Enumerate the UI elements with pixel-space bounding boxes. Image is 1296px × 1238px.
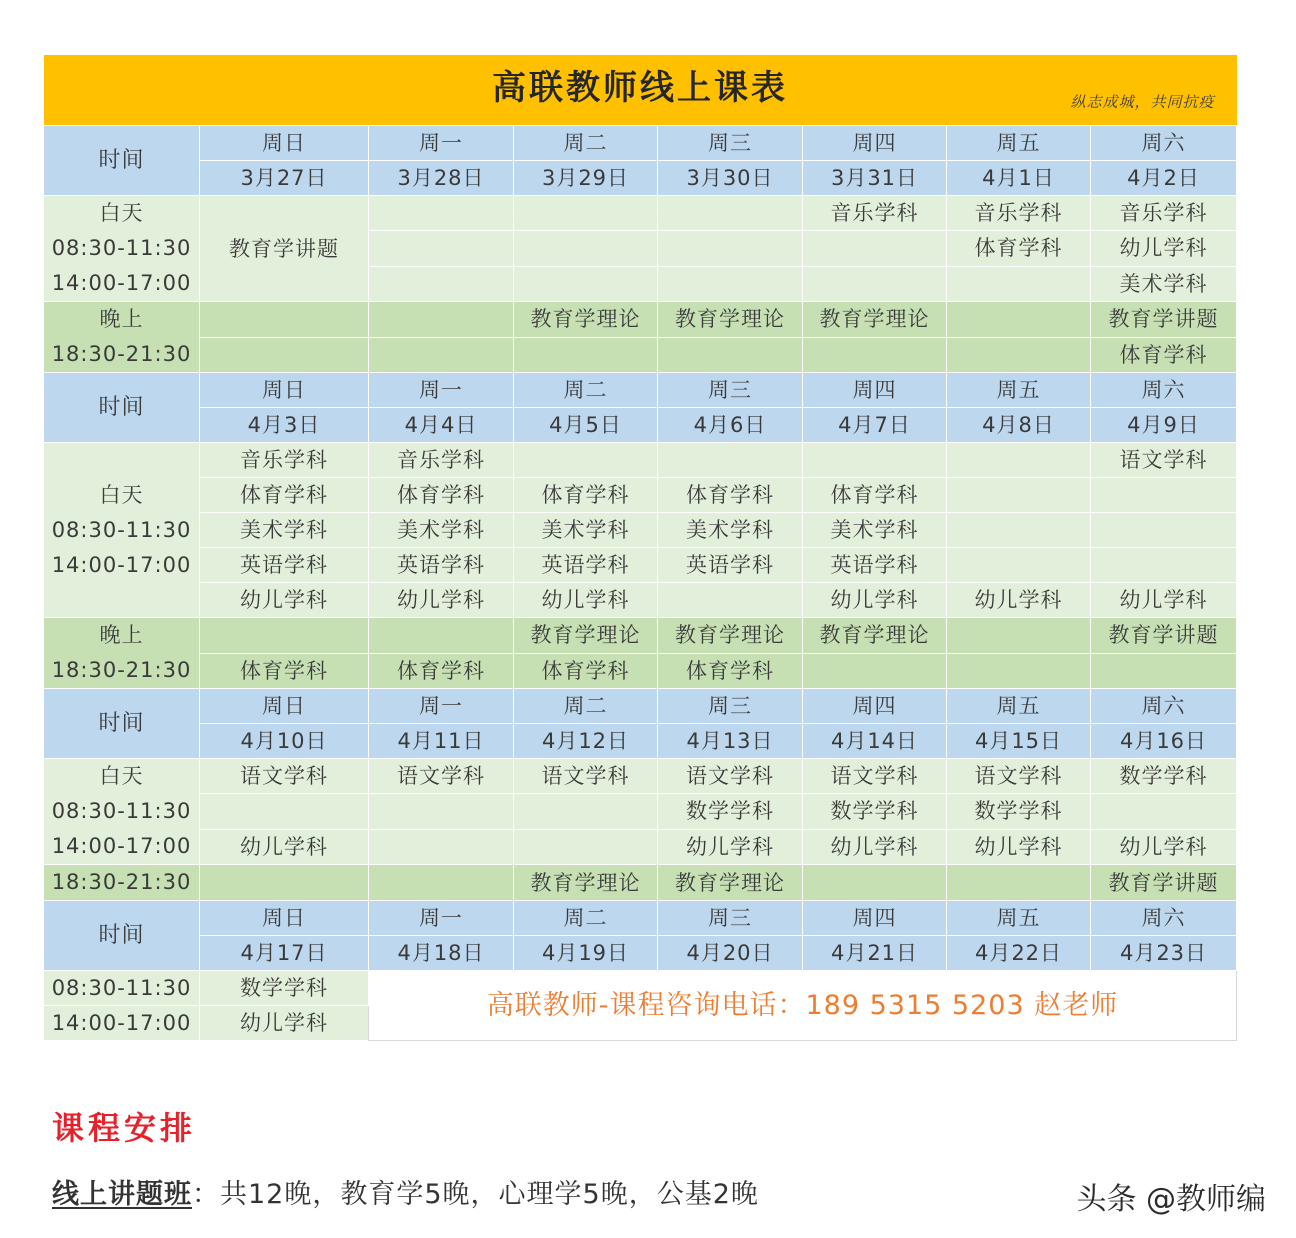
- course-cell: 体育学科: [658, 478, 803, 513]
- course-cell: [803, 865, 947, 901]
- course-cell: 幼儿学科: [514, 583, 658, 618]
- course-cell: 幼儿学科: [369, 583, 514, 618]
- date-cell: 4月11日: [369, 724, 514, 759]
- course-cell: [947, 478, 1091, 513]
- course-cell: 教育学理论: [514, 302, 658, 338]
- header-row: [44, 408, 1237, 443]
- evening-session-label: [44, 865, 200, 901]
- course-cell: 教育学理论: [803, 618, 947, 654]
- header-row: [44, 724, 1237, 759]
- course-cell: 幼儿学科: [200, 1006, 369, 1041]
- weekday-cell: 周五: [947, 901, 1091, 936]
- evening-session-row: [44, 302, 1237, 338]
- course-cell: 音乐学科: [200, 443, 369, 478]
- course-cell: [369, 231, 514, 266]
- course-cell: 体育学科: [514, 653, 658, 689]
- date-cell: 4月8日: [947, 408, 1091, 443]
- header-row: [44, 689, 1237, 724]
- date-cell: 3月30日: [658, 161, 803, 196]
- time-cell: 08:30-11:30: [44, 971, 200, 1006]
- date-cell: 4月3日: [200, 408, 369, 443]
- weekday-cell: 周三: [658, 373, 803, 408]
- course-cell: 幼儿学科: [200, 829, 369, 864]
- course-cell: 体育学科: [369, 653, 514, 689]
- weekday-cell: 周一: [369, 689, 514, 724]
- weekday-cell: 周四: [803, 901, 947, 936]
- session-label-line: 18:30-21:30: [51, 658, 192, 682]
- final-row: [44, 971, 1237, 1006]
- course-cell: [947, 513, 1091, 548]
- course-cell: [658, 231, 803, 266]
- course-cell: 英语学科: [514, 548, 658, 583]
- evening-session-row: [44, 337, 1237, 373]
- date-cell: 4月1日: [947, 161, 1091, 196]
- course-cell: 音乐学科: [803, 196, 947, 231]
- course-cell: [514, 794, 658, 829]
- course-cell: [1091, 653, 1237, 689]
- course-note: [52, 1172, 759, 1211]
- course-cell: [947, 266, 1091, 301]
- evening-session-row: [44, 618, 1237, 654]
- course-cell: 英语学科: [369, 548, 514, 583]
- weekday-cell: 周六: [1091, 901, 1237, 936]
- course-cell: 幼儿学科: [1091, 231, 1237, 266]
- date-cell: 3月28日: [369, 161, 514, 196]
- course-cell: [658, 583, 803, 618]
- course-cell: 语文学科: [514, 759, 658, 794]
- course-cell: 幼儿学科: [803, 829, 947, 864]
- course-cell: 语文学科: [947, 759, 1091, 794]
- date-cell: 4月6日: [658, 408, 803, 443]
- course-cell: [658, 266, 803, 301]
- course-cell: 教育学理论: [658, 618, 803, 654]
- date-cell: 3月29日: [514, 161, 658, 196]
- day-session-row: [44, 759, 1237, 794]
- weekday-cell: 周二: [514, 373, 658, 408]
- day-session-label: [44, 196, 200, 302]
- header-row: [44, 901, 1237, 936]
- course-cell: 幼儿学科: [1091, 829, 1237, 864]
- session-label-line: 晚上: [99, 623, 144, 647]
- weekday-cell: 周二: [514, 689, 658, 724]
- course-cell: [200, 337, 369, 373]
- course-cell: 数学学科: [947, 794, 1091, 829]
- weekday-cell: 周一: [369, 901, 514, 936]
- course-cell: 数学学科: [1091, 759, 1237, 794]
- session-label-line: 14:00-17:00: [51, 834, 192, 858]
- session-label-line: 晚上: [99, 307, 144, 331]
- course-cell: [947, 302, 1091, 338]
- date-cell: 4月21日: [803, 936, 947, 971]
- weekday-cell: 周三: [658, 901, 803, 936]
- weekday-cell: 周一: [369, 373, 514, 408]
- course-cell: [947, 443, 1091, 478]
- course-cell: 幼儿学科: [947, 829, 1091, 864]
- header-row: [44, 936, 1237, 971]
- date-cell: 4月18日: [369, 936, 514, 971]
- time-header-label: 时间: [44, 901, 200, 971]
- course-cell: 教育学理论: [514, 618, 658, 654]
- course-cell: 幼儿学科: [658, 829, 803, 864]
- course-cell: [803, 443, 947, 478]
- date-cell: 4月14日: [803, 724, 947, 759]
- date-cell: 4月10日: [200, 724, 369, 759]
- session-label-line: 14:00-17:00: [51, 271, 192, 295]
- course-cell: 幼儿学科: [200, 583, 369, 618]
- date-cell: 4月5日: [514, 408, 658, 443]
- course-cell: 体育学科: [514, 478, 658, 513]
- course-cell: [514, 337, 658, 373]
- course-cell: 语文学科: [803, 759, 947, 794]
- title-banner: [44, 55, 1237, 126]
- weekday-cell: 周五: [947, 126, 1091, 161]
- course-cell: [514, 266, 658, 301]
- weekday-cell: 周一: [369, 126, 514, 161]
- course-cell: [947, 865, 1091, 901]
- date-cell: 4月19日: [514, 936, 658, 971]
- course-cell: [803, 266, 947, 301]
- course-cell: 幼儿学科: [803, 583, 947, 618]
- session-label-line: 白天: [99, 482, 144, 507]
- schedule-title: 高联教师线上课表: [492, 68, 788, 108]
- weekday-cell: 周日: [200, 901, 369, 936]
- course-cell: 教育学讲题: [200, 196, 369, 302]
- evening-session-label: [44, 618, 200, 689]
- date-cell: 4月7日: [803, 408, 947, 443]
- course-cell: 幼儿学科: [1091, 583, 1237, 618]
- day-session-row: [44, 443, 1237, 478]
- date-cell: 4月12日: [514, 724, 658, 759]
- course-cell: 英语学科: [658, 548, 803, 583]
- weekday-cell: 周日: [200, 689, 369, 724]
- weekday-cell: 周三: [658, 126, 803, 161]
- weekday-cell: 周三: [658, 689, 803, 724]
- course-cell: 体育学科: [200, 478, 369, 513]
- course-cell: 教育学理论: [514, 865, 658, 901]
- course-cell: 英语学科: [200, 548, 369, 583]
- note-text: ：共12晚，教育学5晚，心理学5晚，公基2晚: [192, 1179, 759, 1210]
- course-cell: [1091, 478, 1237, 513]
- day-session-row: [44, 196, 1237, 231]
- course-cell: [658, 196, 803, 231]
- course-cell: 数学学科: [803, 794, 947, 829]
- course-cell: 数学学科: [658, 794, 803, 829]
- course-cell: [658, 337, 803, 373]
- slogan: 纵志成城，共同抗疫: [1070, 93, 1215, 111]
- course-cell: 语文学科: [1091, 443, 1237, 478]
- session-label-line: 18:30-21:30: [51, 870, 192, 894]
- schedule-table: [43, 55, 1237, 1041]
- course-cell: 教育学理论: [658, 302, 803, 338]
- session-label-line: 14:00-17:00: [51, 552, 192, 577]
- weekday-cell: 周四: [803, 689, 947, 724]
- day-session-label: [44, 759, 200, 865]
- session-label-line: 白天: [99, 764, 144, 788]
- course-cell: 美术学科: [514, 513, 658, 548]
- course-cell: 体育学科: [1091, 337, 1237, 373]
- time-header-label: 时间: [44, 373, 200, 443]
- weekday-cell: 周五: [947, 689, 1091, 724]
- weekday-cell: 周日: [200, 373, 369, 408]
- date-cell: 4月16日: [1091, 724, 1237, 759]
- course-cell: 音乐学科: [1091, 196, 1237, 231]
- weekday-cell: 周四: [803, 126, 947, 161]
- course-cell: 教育学理论: [803, 302, 947, 338]
- course-cell: [1091, 548, 1237, 583]
- day-session-row: [44, 794, 1237, 829]
- course-cell: 体育学科: [803, 478, 947, 513]
- course-cell: 教育学理论: [658, 865, 803, 901]
- course-cell: [947, 653, 1091, 689]
- time-cell: 14:00-17:00: [44, 1006, 200, 1041]
- session-label-line: 08:30-11:30: [51, 236, 192, 260]
- course-cell: [369, 794, 514, 829]
- course-cell: 教育学讲题: [1091, 618, 1237, 654]
- weekday-cell: 周二: [514, 126, 658, 161]
- header-row: [44, 126, 1237, 161]
- course-cell: 体育学科: [200, 653, 369, 689]
- course-cell: 体育学科: [369, 478, 514, 513]
- course-cell: [947, 618, 1091, 654]
- course-cell: [803, 231, 947, 266]
- date-cell: 4月4日: [369, 408, 514, 443]
- header-row: [44, 373, 1237, 408]
- note-label: 线上讲题班: [52, 1179, 192, 1210]
- course-cell: [200, 794, 369, 829]
- course-cell: [369, 337, 514, 373]
- course-cell: [803, 653, 947, 689]
- course-cell: 体育学科: [658, 653, 803, 689]
- weekday-cell: 周六: [1091, 126, 1237, 161]
- course-cell: [369, 196, 514, 231]
- course-cell: [369, 829, 514, 864]
- evening-session-label: [44, 302, 200, 373]
- day-session-row: [44, 513, 1237, 548]
- course-cell: 语文学科: [200, 759, 369, 794]
- course-cell: [947, 337, 1091, 373]
- course-cell: [200, 618, 369, 654]
- session-label-line: 白天: [99, 201, 144, 225]
- date-cell: 4月22日: [947, 936, 1091, 971]
- evening-session-row: [44, 653, 1237, 689]
- course-cell: [369, 302, 514, 338]
- date-cell: 4月15日: [947, 724, 1091, 759]
- course-cell: 美术学科: [658, 513, 803, 548]
- date-cell: 4月20日: [658, 936, 803, 971]
- session-label-line: 18:30-21:30: [51, 342, 192, 366]
- course-cell: 语文学科: [658, 759, 803, 794]
- course-cell: [200, 865, 369, 901]
- time-header-label: 时间: [44, 689, 200, 759]
- day-session-row: [44, 478, 1237, 513]
- date-cell: 4月23日: [1091, 936, 1237, 971]
- day-session-row: [44, 548, 1237, 583]
- course-cell: 数学学科: [200, 971, 369, 1006]
- time-header-label: 时间: [44, 126, 200, 196]
- course-cell: [369, 266, 514, 301]
- course-cell: [658, 443, 803, 478]
- course-cell: 教育学讲题: [1091, 865, 1237, 901]
- course-cell: 美术学科: [369, 513, 514, 548]
- course-cell: [200, 302, 369, 338]
- weekday-cell: 周六: [1091, 373, 1237, 408]
- day-session-label: [44, 443, 200, 618]
- watermark: 头条 @教师编: [1076, 1182, 1266, 1217]
- date-cell: 3月27日: [200, 161, 369, 196]
- date-cell: 3月31日: [803, 161, 947, 196]
- course-cell: 英语学科: [803, 548, 947, 583]
- course-cell: [947, 548, 1091, 583]
- course-cell: 美术学科: [803, 513, 947, 548]
- course-cell: [514, 443, 658, 478]
- course-cell: 体育学科: [947, 231, 1091, 266]
- weekday-cell: 周六: [1091, 689, 1237, 724]
- course-cell: [514, 196, 658, 231]
- course-cell: 美术学科: [1091, 266, 1237, 301]
- course-cell: 美术学科: [200, 513, 369, 548]
- date-cell: 4月2日: [1091, 161, 1237, 196]
- course-cell: [369, 865, 514, 901]
- date-cell: 4月9日: [1091, 408, 1237, 443]
- session-label-line: 08:30-11:30: [51, 517, 192, 542]
- course-cell: 幼儿学科: [947, 583, 1091, 618]
- course-cell: 教育学讲题: [1091, 302, 1237, 338]
- weekday-cell: 周五: [947, 373, 1091, 408]
- course-cell: 音乐学科: [369, 443, 514, 478]
- session-label-line: 08:30-11:30: [51, 799, 192, 823]
- course-cell: [1091, 794, 1237, 829]
- weekday-cell: 周四: [803, 373, 947, 408]
- course-cell: 音乐学科: [947, 196, 1091, 231]
- day-session-row: [44, 829, 1237, 864]
- weekday-cell: 周二: [514, 901, 658, 936]
- course-cell: [1091, 513, 1237, 548]
- header-row: [44, 161, 1237, 196]
- weekday-cell: 周日: [200, 126, 369, 161]
- course-cell: [514, 829, 658, 864]
- course-cell: [514, 231, 658, 266]
- course-cell: [803, 337, 947, 373]
- evening-session-row: [44, 865, 1237, 901]
- date-cell: 4月13日: [658, 724, 803, 759]
- section-title: 课程安排: [52, 1109, 197, 1147]
- date-cell: 4月17日: [200, 936, 369, 971]
- consult-phone: 高联教师-课程咨询电话：189 5315 5203 赵老师: [369, 971, 1237, 1041]
- course-cell: [369, 618, 514, 654]
- day-session-row: [44, 583, 1237, 618]
- course-cell: 语文学科: [369, 759, 514, 794]
